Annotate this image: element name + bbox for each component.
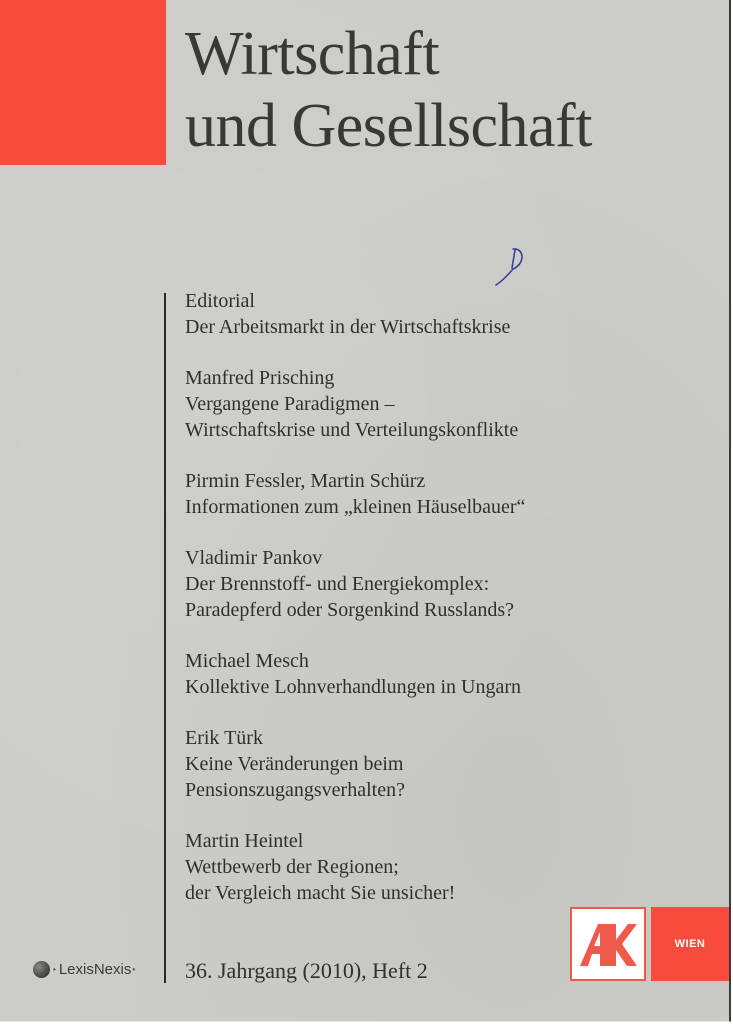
toc-entry-editorial	[185, 288, 605, 340]
issue-info: 36. Jahrgang (2010), Heft 2	[185, 958, 428, 983]
toc-entry-heintel	[185, 828, 605, 906]
toc-author: Michael Mesch	[185, 650, 309, 672]
toc-author: Manfred Prisching	[185, 367, 335, 389]
toc-title: Pensionszugangsverhalten?	[185, 779, 405, 801]
toc-entry-fessler-schuerz	[185, 468, 605, 520]
handwritten-d-mark-icon	[495, 240, 535, 290]
journal-title	[185, 18, 592, 162]
toc-author: Erik Türk	[185, 727, 263, 749]
toc-author: Vladimir Pankov	[185, 547, 323, 569]
toc-title: Der Arbeitsmarkt in der Wirtschaftskrise	[185, 316, 511, 338]
table-of-contents	[185, 288, 605, 906]
ak-wien-label: WIEN	[651, 907, 729, 981]
toc-title: Vergangene Paradigmen –	[185, 393, 395, 415]
publisher-name: LexisNexis	[58, 961, 132, 978]
toc-author: Martin Heintel	[185, 830, 304, 852]
toc-title: Wirtschaftskrise und Verteilungskonflikte	[185, 419, 519, 441]
journal-title-line-2: und Gesellschaft	[185, 92, 592, 160]
lexisnexis-globe-icon	[33, 961, 50, 978]
toc-author: Editorial	[185, 290, 255, 312]
toc-title: der Vergleich macht Sie unsicher!	[185, 882, 456, 904]
vertical-divider	[164, 293, 166, 983]
ak-logo-icon	[578, 920, 638, 968]
red-accent-block	[0, 0, 166, 165]
toc-title: Keine Veränderungen beim	[185, 753, 404, 775]
toc-entry-tuerk	[185, 725, 605, 803]
toc-author: Pirmin Fessler, Martin Schürz	[185, 470, 426, 492]
ak-logo	[570, 907, 646, 981]
toc-title: Der Brennstoff- und Energiekomplex:	[185, 573, 490, 595]
toc-entry-pankov	[185, 545, 605, 623]
journal-title-line-1: Wirtschaft	[185, 20, 440, 88]
toc-entry-prisching	[185, 365, 605, 443]
lexisnexis-mark-icon: •	[53, 965, 56, 974]
toc-title: Kollektive Lohnverhandlungen in Ungarn	[185, 676, 522, 698]
toc-title: Informationen zum „kleinen Häuselbauer“	[185, 496, 526, 518]
registered-mark-icon: •	[132, 965, 136, 974]
toc-title: Wettbewerb der Regionen;	[185, 856, 399, 878]
publisher-logo	[33, 961, 135, 978]
toc-entry-mesch	[185, 648, 605, 700]
toc-title: Paradepferd oder Sorgenkind Russlands?	[185, 599, 515, 621]
